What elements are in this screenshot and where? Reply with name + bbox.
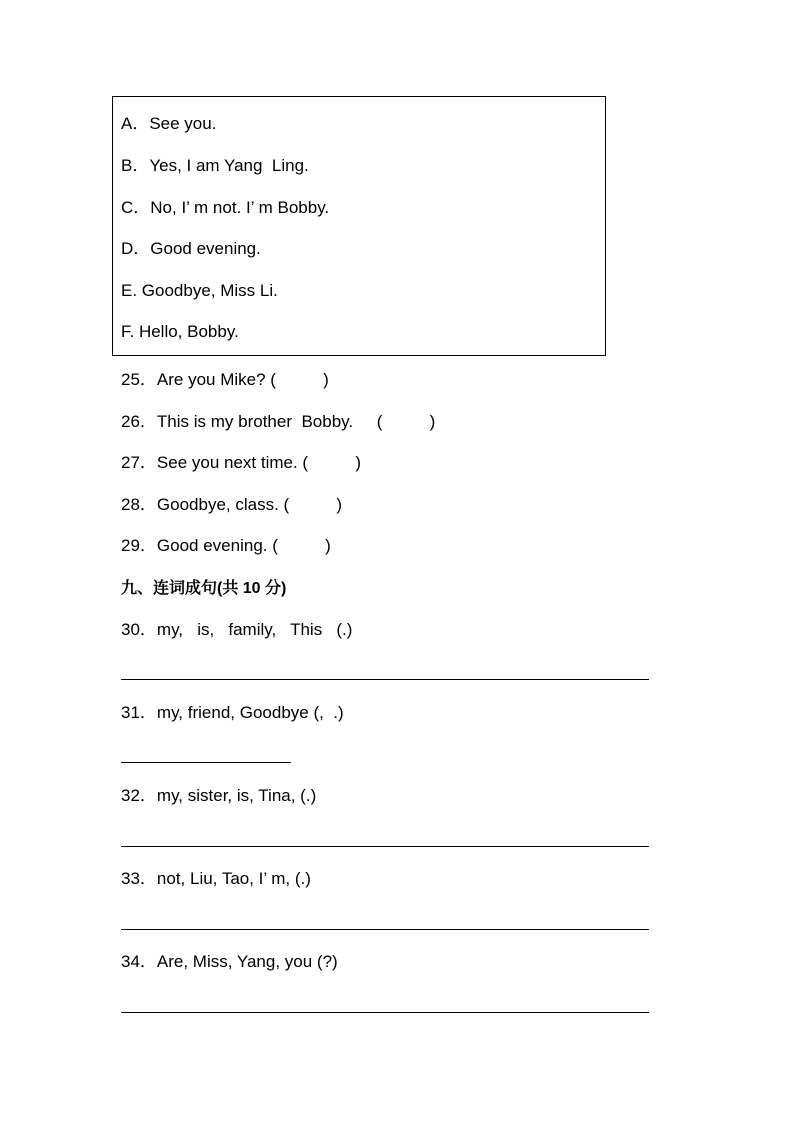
option-d: D．Good evening. bbox=[121, 239, 261, 258]
question-33: 33．not, Liu, Tao, I’ m, (.) bbox=[121, 869, 311, 888]
question-30: 30．my, is, family, This (.) bbox=[121, 620, 353, 639]
option-c: C．No, I’ m not. I’ m Bobby. bbox=[121, 198, 330, 217]
answer-line-30[interactable] bbox=[121, 679, 649, 680]
question-25: 25．Are you Mike? ( ) bbox=[121, 370, 329, 389]
section-heading: 九、连词成句(共 10 分) bbox=[121, 580, 287, 597]
question-27: 27．See you next time. ( ) bbox=[121, 453, 361, 472]
question-26: 26．This is my brother Bobby. ( ) bbox=[121, 412, 436, 431]
option-e: E. Goodbye, Miss Li. bbox=[121, 281, 278, 300]
answer-line-34[interactable] bbox=[121, 1012, 649, 1013]
question-32: 32．my, sister, is, Tina, (.) bbox=[121, 786, 317, 805]
question-31: 31．my, friend, Goodbye (, .) bbox=[121, 703, 344, 722]
answer-line-33[interactable] bbox=[121, 929, 649, 930]
option-f: F. Hello, Bobby. bbox=[121, 322, 239, 341]
option-a: A．See you. bbox=[121, 114, 217, 133]
question-28: 28．Goodbye, class. ( ) bbox=[121, 495, 343, 514]
question-29: 29．Good evening. ( ) bbox=[121, 536, 331, 555]
options-box bbox=[112, 96, 606, 356]
option-b: B．Yes, I am Yang Ling. bbox=[121, 156, 309, 175]
answer-line-32[interactable] bbox=[121, 846, 649, 847]
answer-line-31[interactable] bbox=[121, 762, 291, 763]
question-34: 34．Are, Miss, Yang, you (?) bbox=[121, 952, 338, 971]
